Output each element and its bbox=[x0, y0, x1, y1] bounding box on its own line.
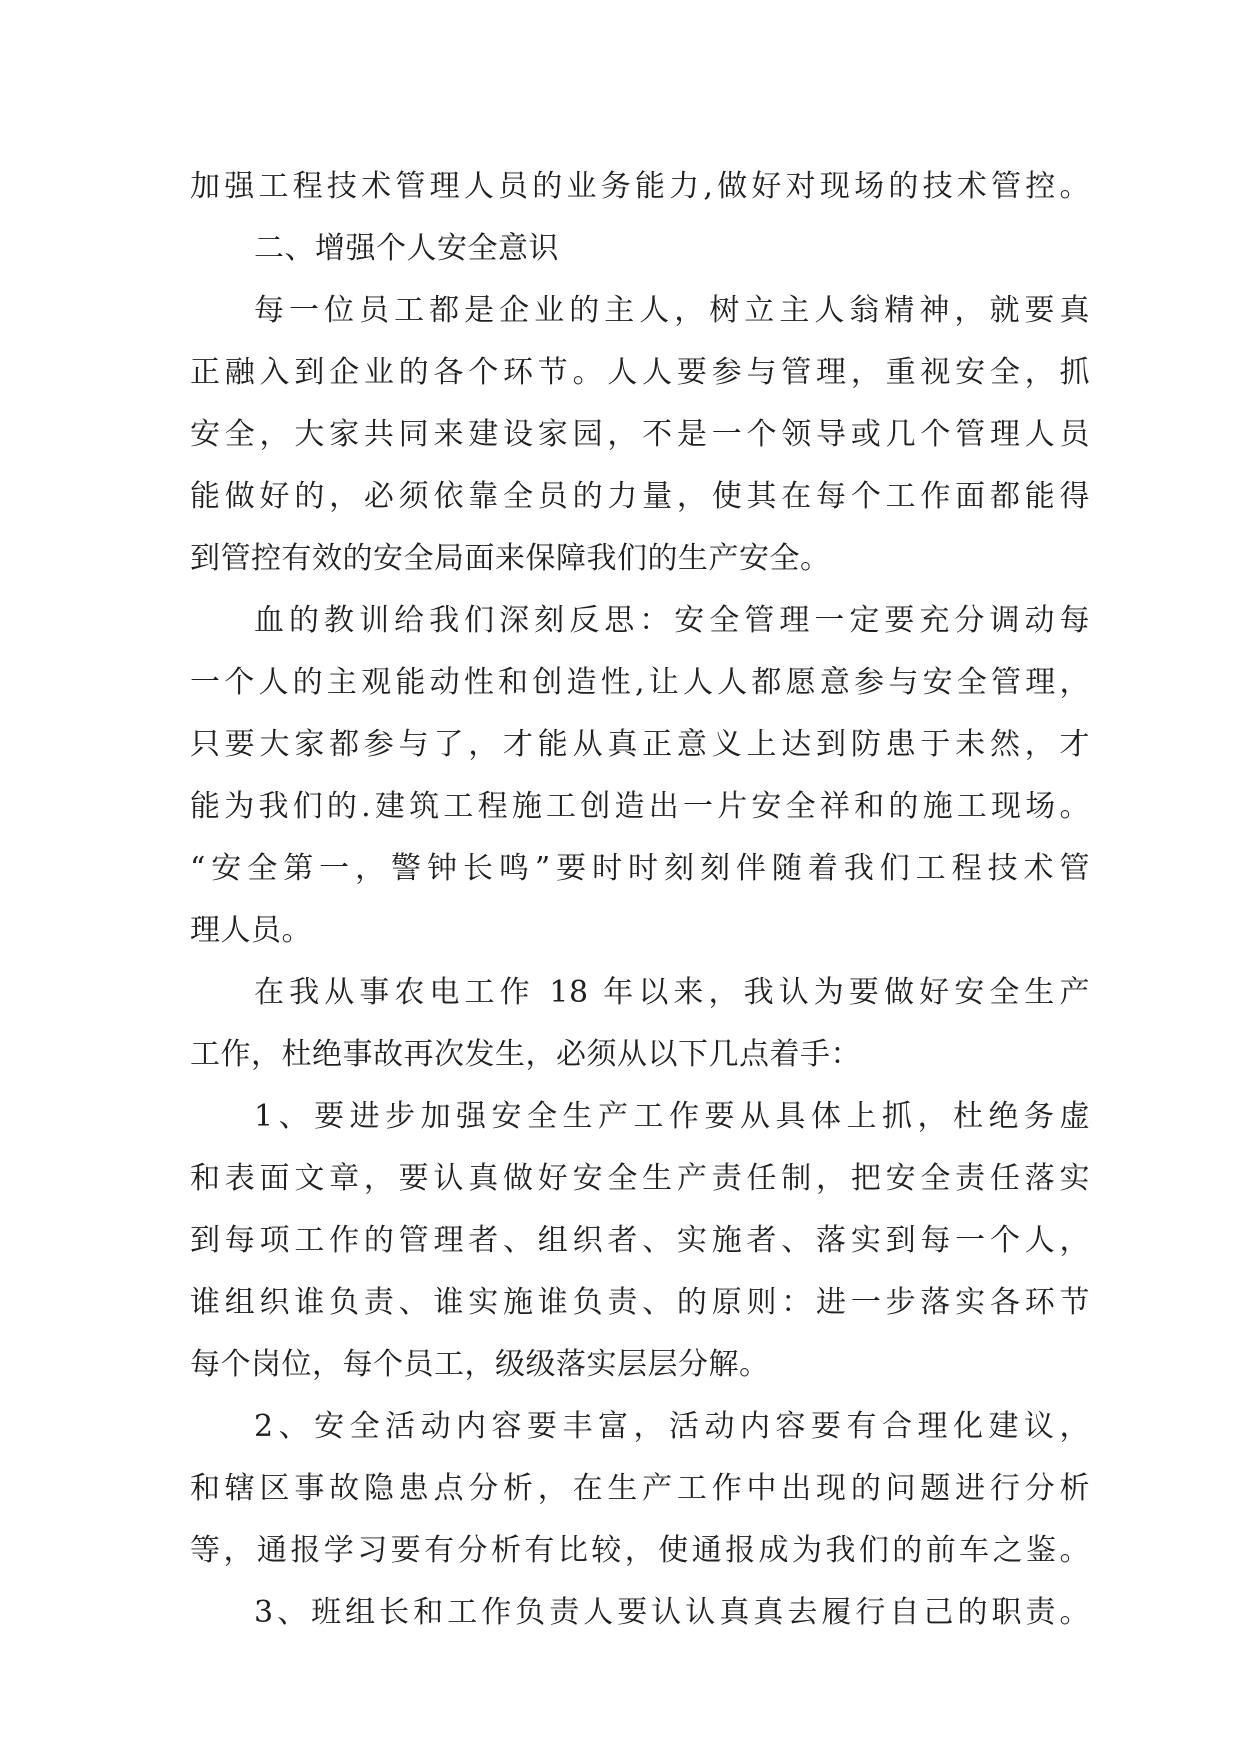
text-line: 谁组织谁负责、谁实施谁负责、的原则：进一步落实各环节 bbox=[190, 1285, 1090, 1320]
text-line: 加强工程技术管理人员的业务能力,做好对现场的技术管控。 bbox=[190, 169, 1090, 204]
text-line: 每一位员工都是企业的主人，树立主人翁精神，就要真 bbox=[254, 293, 1090, 328]
text-line: 和表面文章，要认真做好安全生产责任制，把安全责任落实 bbox=[190, 1161, 1090, 1196]
text-line: 到每项工作的管理者、组织者、实施者、落实到每一个人， bbox=[190, 1223, 1090, 1258]
text-line: 安全，大家共同来建设家园，不是一个领导或几个管理人员 bbox=[190, 417, 1090, 452]
text-line: 1、要进步加强安全生产工作要从具体上抓，杜绝务虚 bbox=[254, 1099, 1090, 1134]
text-line: “安全第一，警钟长鸣”要时时刻刻伴随着我们工程技术管 bbox=[190, 851, 1090, 886]
text-line: 3、班组长和工作负责人要认认真真去履行自己的职责。 bbox=[254, 1595, 1090, 1630]
text-line: 2、安全活动内容要丰富，活动内容要有合理化建议， bbox=[254, 1409, 1090, 1444]
text-line: 血的教训给我们深刻反思：安全管理一定要充分调动每 bbox=[254, 603, 1090, 638]
text-line: 到管控有效的安全局面来保障我们的生产安全。 bbox=[190, 541, 831, 576]
text-line: 在我从事农电工作 18 年以来，我认为要做好安全生产 bbox=[254, 975, 1090, 1010]
text-line: 工作，杜绝事故再次发生，必须从以下几点着手： bbox=[190, 1037, 861, 1072]
text-line: 能为我们的.建筑工程施工创造出一片安全祥和的施工现场。 bbox=[190, 789, 1090, 824]
text-line: 和辖区事故隐患点分析，在生产工作中出现的问题进行分析 bbox=[190, 1471, 1090, 1506]
text-line: 理人员。 bbox=[190, 913, 312, 948]
text-line: 二、增强个人安全意识 bbox=[254, 231, 559, 266]
text-line: 等，通报学习要有分析有比较，使通报成为我们的前车之鉴。 bbox=[190, 1533, 1090, 1568]
text-line: 正融入到企业的各个环节。人人要参与管理，重视安全，抓 bbox=[190, 355, 1090, 390]
text-line: 一个人的主观能动性和创造性,让人人都愿意参与安全管理， bbox=[190, 665, 1090, 700]
document-body bbox=[190, 156, 1090, 1644]
text-line: 只要大家都参与了，才能从真正意义上达到防患于未然，才 bbox=[190, 727, 1090, 762]
text-line: 能做好的，必须依靠全员的力量，使其在每个工作面都能得 bbox=[190, 479, 1090, 514]
text-line: 每个岗位，每个员工，级级落实层层分解。 bbox=[190, 1347, 770, 1382]
